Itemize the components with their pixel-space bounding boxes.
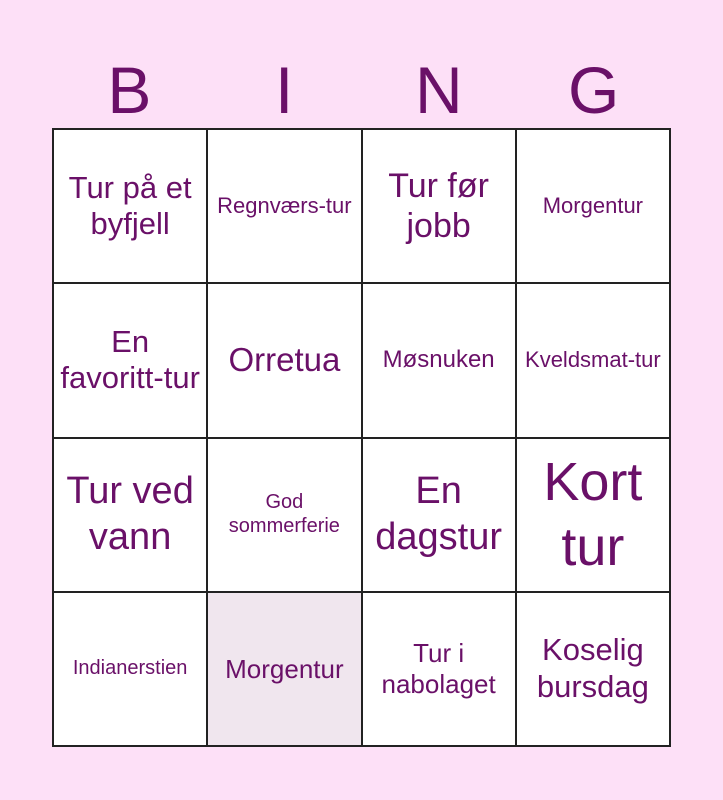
bingo-cell[interactable]: Indianerstien bbox=[53, 592, 207, 746]
bingo-cell[interactable]: Tur i nabolaget bbox=[362, 592, 516, 746]
header-letter-i: I bbox=[274, 53, 294, 127]
bingo-cell-marked[interactable]: Morgentur bbox=[207, 592, 361, 746]
bingo-cell[interactable]: Morgentur bbox=[516, 129, 670, 283]
bingo-cell[interactable]: En dagstur bbox=[362, 438, 516, 592]
bingo-cell[interactable]: Regnværs-tur bbox=[207, 129, 361, 283]
bingo-cell[interactable]: Orretua bbox=[207, 283, 361, 437]
bingo-cell[interactable]: Koselig bursdag bbox=[516, 592, 670, 746]
bingo-grid bbox=[52, 128, 671, 747]
bingo-header bbox=[52, 52, 671, 128]
bingo-cell[interactable]: Tur på et byfjell bbox=[53, 129, 207, 283]
bingo-cell[interactable]: Tur før jobb bbox=[362, 129, 516, 283]
bingo-cell[interactable]: Kort tur bbox=[516, 438, 670, 592]
bingo-cell[interactable]: Kveldsmat-tur bbox=[516, 283, 670, 437]
bingo-cell[interactable]: God sommerferie bbox=[207, 438, 361, 592]
header-letter-b: B bbox=[107, 53, 152, 127]
header-letter-g: G bbox=[567, 53, 620, 127]
bingo-cell[interactable]: Tur ved vann bbox=[53, 438, 207, 592]
header-letter-n: N bbox=[415, 53, 463, 127]
bingo-cell[interactable]: En favoritt-tur bbox=[53, 283, 207, 437]
bingo-cell[interactable]: Møsnuken bbox=[362, 283, 516, 437]
